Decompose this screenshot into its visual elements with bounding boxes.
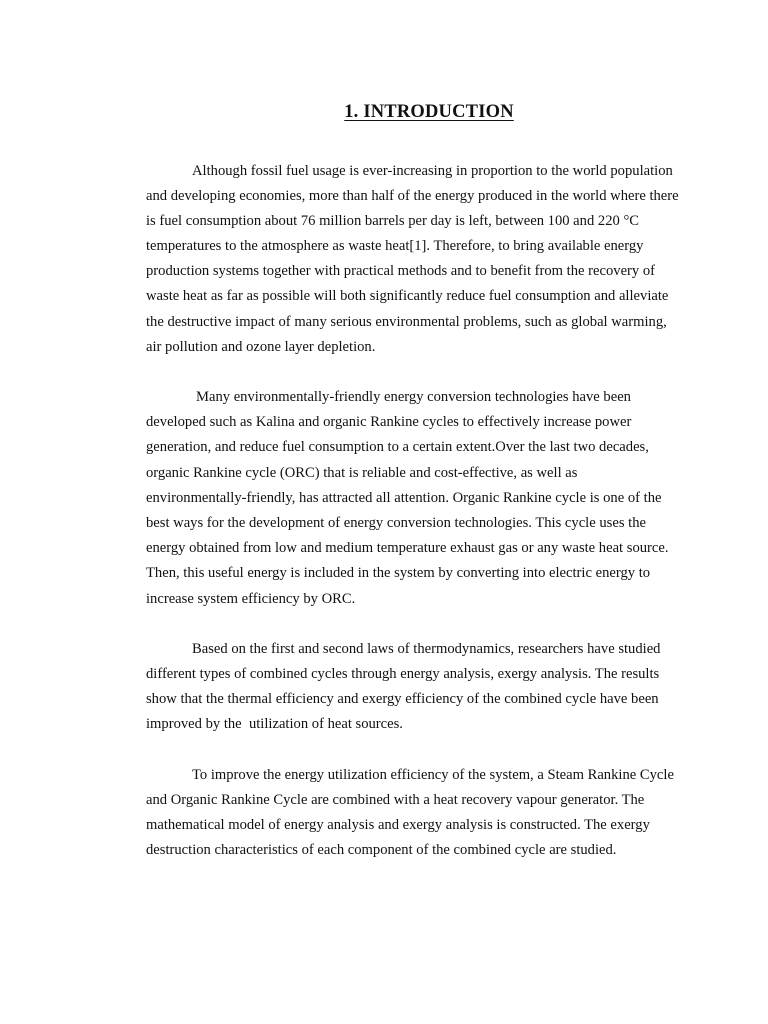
paragraph-2-line-3: generation, and reduce fuel consumption to a certain extent.Over the last two decades, [146,439,649,455]
paragraph-2-line-5: environmentally-friendly, has attracted all attention. Organic Rankine cycle is one of the [146,490,662,506]
paragraph-2-line-2: developed such as Kalina and organic Rankine cycles to effectively increase power [146,414,632,430]
section-title: 1. INTRODUCTION [344,102,514,122]
paragraph-1-line-2: and developing economies, more than half of the energy produced in the world where there [146,188,679,204]
paragraph-3-line-2: different types of combined cycles through energy analysis, exergy analysis. The results [146,666,660,682]
paragraph-1-line-3: is fuel consumption about 76 million barrels per day is left, between 100 and 220 °C [146,213,640,229]
paragraph-4-line-2: and Organic Rankine Cycle are combined with a heat recovery vapour generator. The [146,792,645,808]
paragraph-2-line-7: energy obtained from low and medium temperature exhaust gas or any waste heat source. [146,540,669,556]
paragraph-2-line-8: Then, this useful energy is included in the system by converting into electric energy to [146,565,651,581]
paragraph-3-line-1: Based on the first and second laws of thermodynamics, researchers have studied [192,641,661,657]
paragraph-1-line-4: temperatures to the atmosphere as waste heat[1]. Therefore, to bring available energy [146,238,644,254]
paragraph-4-line-3: mathematical model of energy analysis and exergy analysis is constructed. The exergy [146,817,650,833]
paragraph-1-line-6: waste heat as far as possible will both significantly reduce fuel consumption and alleviate [146,288,669,304]
paragraph-1-line-7: the destructive impact of many serious environmental problems, such as global warming, [146,314,667,330]
paragraph-1-line-1: Although fossil fuel usage is ever-increasing in proportion to the world population [192,163,673,179]
paragraph-3-line-4: improved by the utilization of heat sources. [146,716,403,732]
paragraph-2-line-4: organic Rankine cycle (ORC) that is reliable and cost-effective, as well as [146,465,578,481]
paragraph-2-line-1: Many environmentally-friendly energy conversion technologies have been [196,389,631,405]
paragraph-1-line-5: production systems together with practical methods and to benefit from the recovery of [146,263,656,279]
paragraph-4-line-1: To improve the energy utilization efficiency of the system, a Steam Rankine Cycle [192,767,674,783]
paragraph-3-line-3: show that the thermal efficiency and exergy efficiency of the combined cycle have been [146,691,659,707]
paragraph-4-line-4: destruction characteristics of each component of the combined cycle are studied. [146,842,617,858]
paragraph-2-line-6: best ways for the development of energy conversion technologies. This cycle uses the [146,515,646,531]
paragraph-2-line-9: increase system efficiency by ORC. [146,591,356,607]
paragraph-1-line-8: air pollution and ozone layer depletion. [146,339,376,355]
